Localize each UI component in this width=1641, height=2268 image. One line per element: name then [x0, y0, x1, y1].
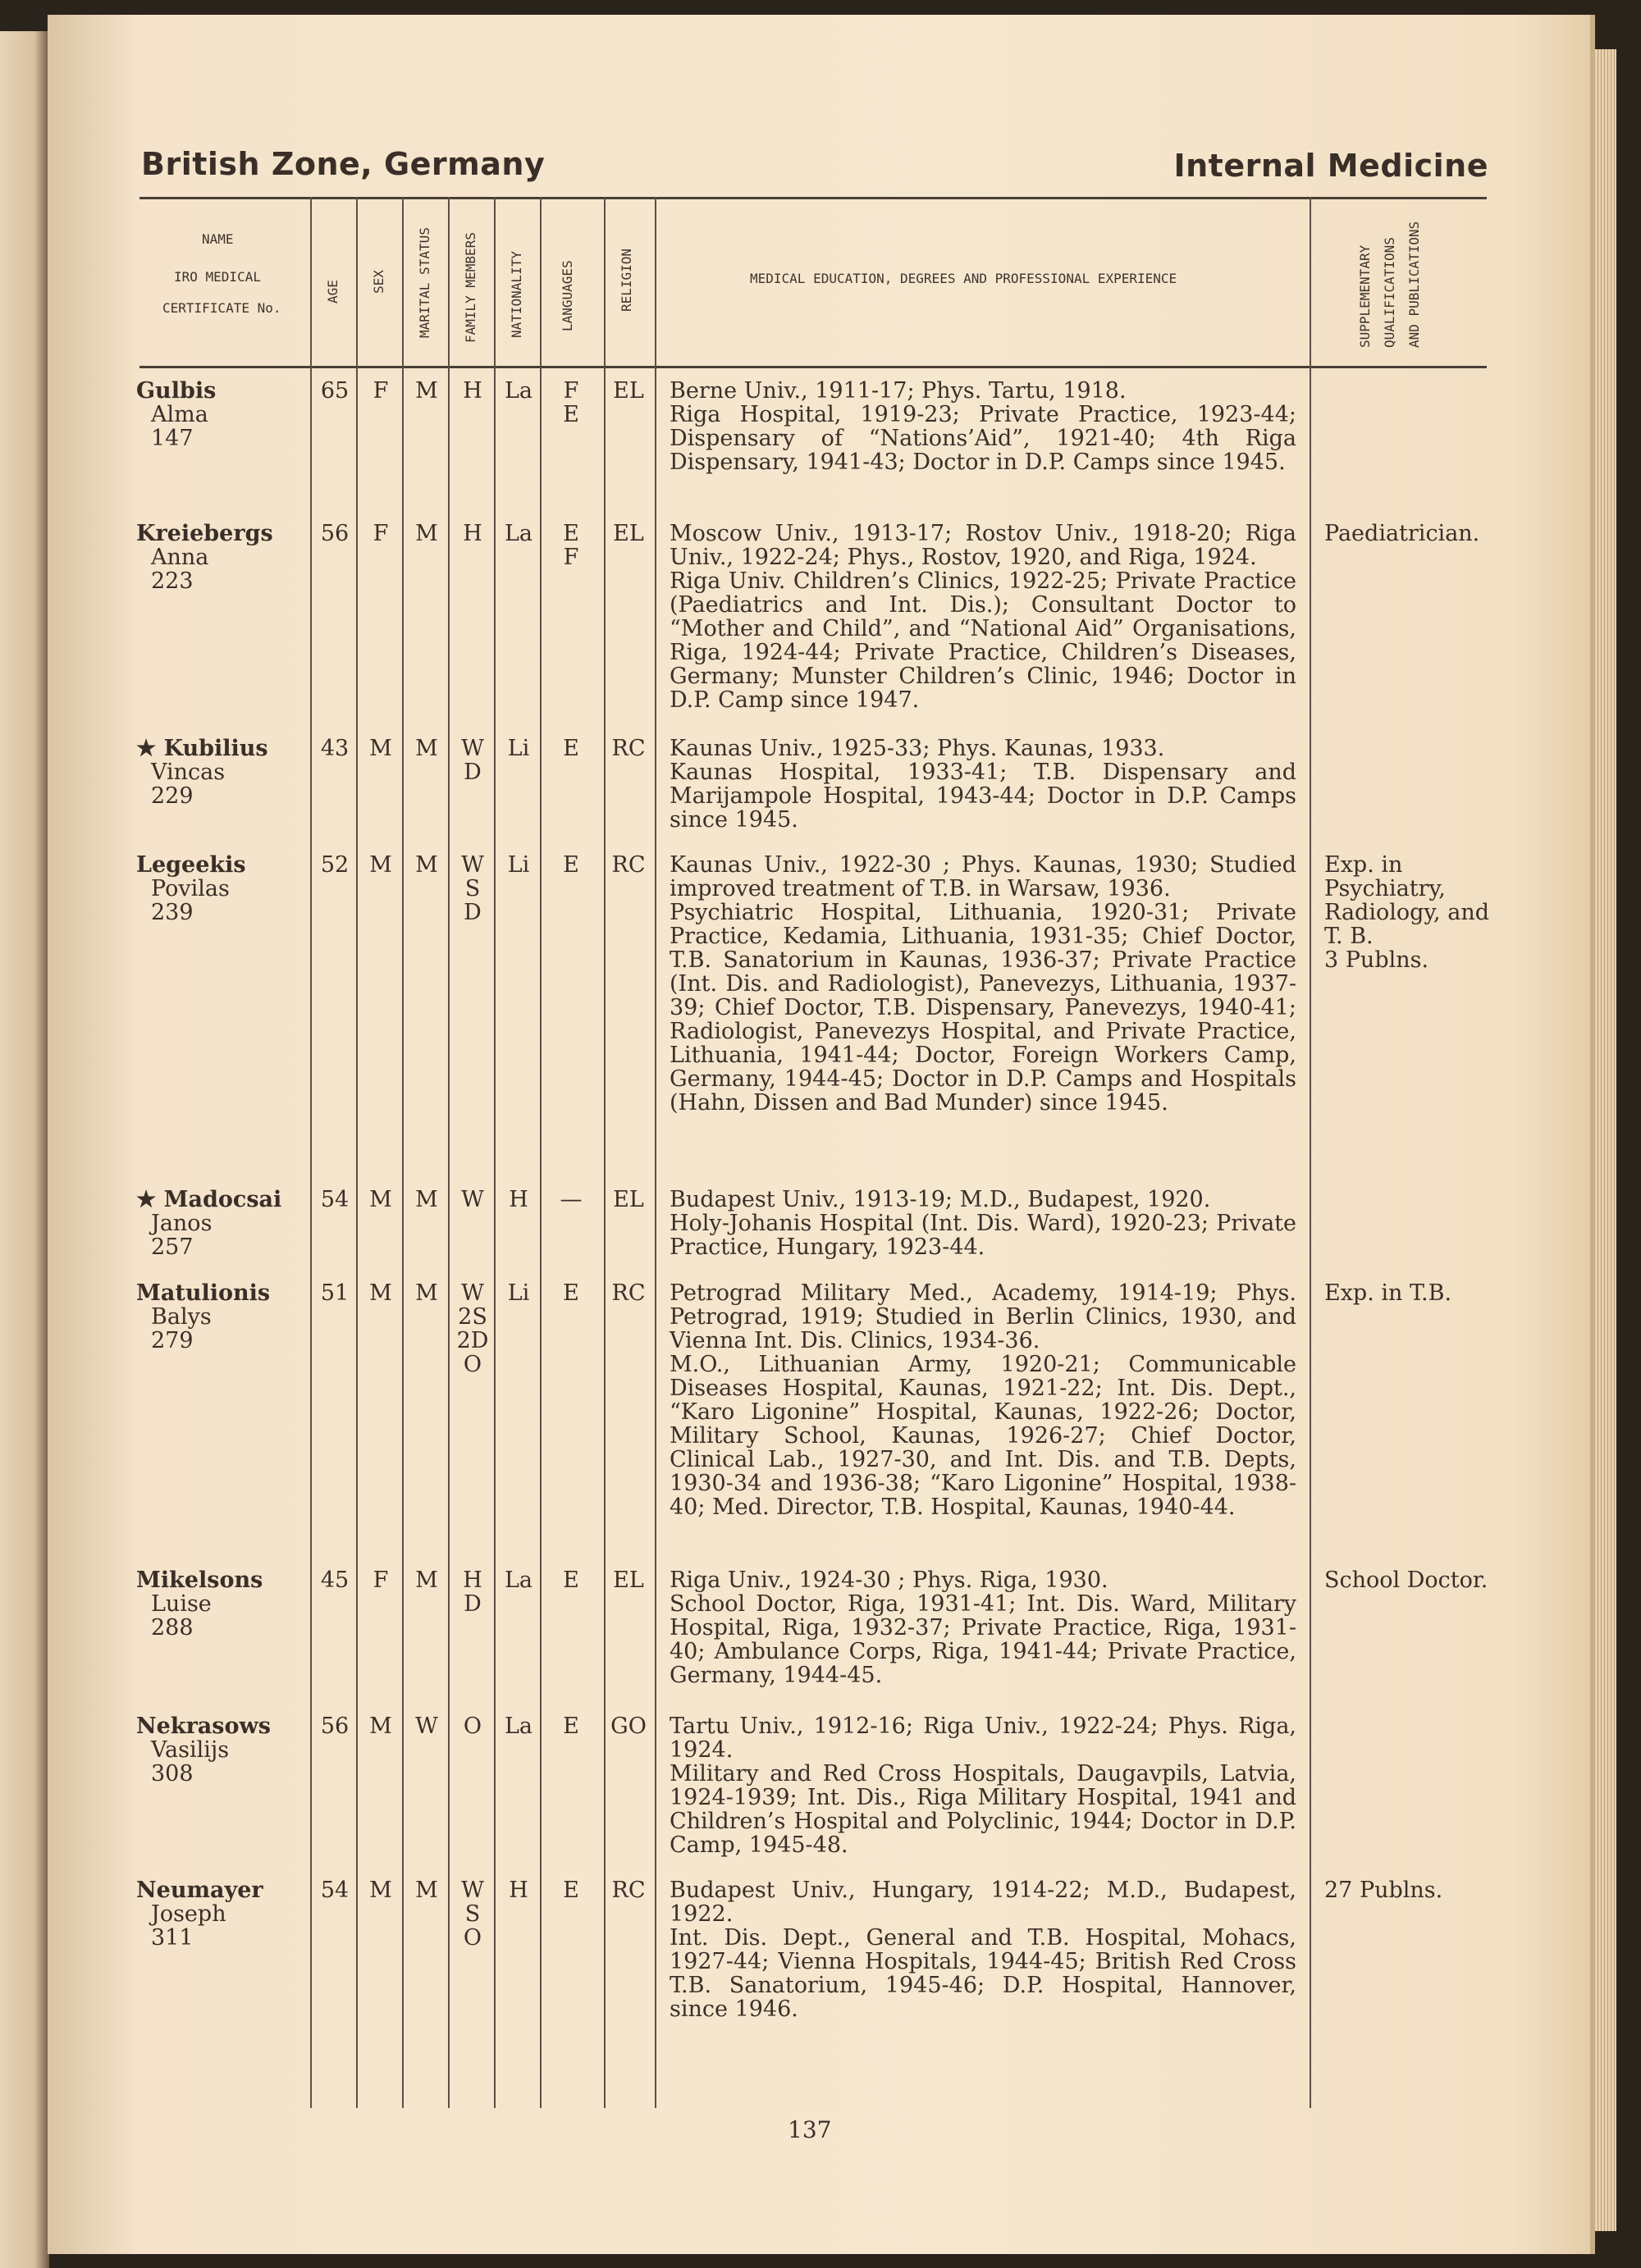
entry-supplementary: Exp. in T.B. [1324, 1280, 1452, 1306]
entry-surname: Madocsai [163, 1187, 282, 1212]
entry-education: Petrograd Military Med., Academy, 1914-19; Phys. Petrograd, 1919; Studied in Berlin Clinics, 1930, and Vienna Int. Dis. Clinics, 1934-36. M.O., Lithuanian Army, 1920-21; Communicable Diseases Hospital, Kaunas, 1921-22; Int. Dis. Dept., “Karo Ligonine” Hospital, Kaunas, 1922-26; Doctor, Military School, Kaunas, 1926-27; Chief Doctor, Clinical Lab., 1927-30, and Int. Dis. and T.B. Depts, 1930-34 and 1936-38; “Karo Ligonine” Hospital, 1938-40; Med. Director, T.B. Hospital, Kaunas, 1940-44. [670, 1280, 1296, 1520]
entry-languages: E [563, 1568, 579, 1593]
entry-nationality: La [504, 378, 533, 404]
column-divider [402, 197, 404, 2108]
column-divider [310, 197, 312, 2108]
entry-family: H [463, 521, 482, 546]
entry-languages: E [563, 1714, 579, 1739]
entry-sex: M [369, 1280, 392, 1306]
entry-religion: EL [613, 521, 644, 546]
running-head-right: Internal Medicine [1173, 148, 1488, 184]
entry-age: 54 [320, 1878, 350, 1903]
entry-education: Berne Univ., 1911-17; Phys. Tartu, 1918. Riga Hospital, 1919-23; Private Practice, 1923-44; Dispensary of “Nations’Aid”, 1921-40; 4th Riga Dispensary, 1941-43; Doctor in D.P. Camps since 1945. [670, 378, 1296, 475]
entry-religion: RC [611, 1280, 646, 1306]
entry-given-name: Joseph [151, 1901, 226, 1927]
entry-certificate-number: 239 [151, 900, 194, 925]
entry-supplementary: Exp. in Psychiatry, Radiology, and T. B. 3 Publns. [1324, 852, 1489, 973]
entry-given-name: Luise [151, 1591, 212, 1617]
entry-education: Budapest Univ., Hungary, 1914-22; M.D., Budapest, 1922. Int. Dis. Dept., General and T.B. Hospital, Mohacs, 1927-44; Vienna Hospitals, 1944-45; British Red Cross T.B. Sanatorium, 1945-46; D.P. Hospital, Hannover, since 1946. [670, 1878, 1296, 2022]
entry-family: W [461, 1187, 484, 1212]
running-head-left: British Zone, Germany [141, 146, 546, 182]
entry-sex: M [369, 736, 392, 761]
entry-certificate-number: 229 [151, 783, 194, 809]
entry-marital: M [415, 1568, 438, 1593]
entry-nationality: La [504, 521, 533, 546]
entry-certificate-number: 147 [151, 426, 194, 451]
entry-education: Kaunas Univ., 1925-33; Phys. Kaunas, 1933. Kaunas Hospital, 1933-41; T.B. Dispensary and Marijampole Hospital, 1943-44; Doctor in D.P. Camps since 1945. [670, 736, 1296, 833]
column-header-marital-status: MARITAL STATUS [417, 227, 432, 338]
entry-surname: Mikelsons [136, 1568, 263, 1593]
entry-name [136, 522, 309, 593]
entry-age: 54 [320, 1187, 350, 1212]
entry-languages: — [560, 1187, 583, 1212]
entry-surname: Matulionis [136, 1280, 271, 1306]
entry-nationality: La [504, 1568, 533, 1593]
entry-religion: GO [610, 1714, 647, 1739]
entry-surname: Nekrasows [136, 1714, 271, 1739]
entry-certificate-number: 223 [151, 568, 194, 594]
entry-religion: RC [611, 852, 646, 878]
entry-name [136, 379, 309, 450]
entry-family: W D [461, 736, 484, 785]
entry-education: Kaunas Univ., 1922-30 ; Phys. Kaunas, 1930; Studied improved treatment of T.B. in Warsaw, 1936. Psychiatric Hospital, Lithuania, 1920-31; Private Practice, Kedamia, Lithuania, 1931-35; Chief Doctor, T.B. Sanatorium in Kaunas, 1936-37; Private Practice (Int. Dis. and Radiologist), Panevezys, Lithuania, 1937-39; Chief Doctor, T.B. Dispensary, Panevezys, 1940-41; Radiologist, Panevezys Hospital, and Private Practice, Lithuania, 1941-44; Doctor, Foreign Workers Camp, Germany, 1944-45; Doctor in D.P. Camps and Hospitals (Hahn, Dissen and Bad Munder) since 1945. [670, 852, 1296, 1116]
entry-given-name: Balys [151, 1304, 212, 1330]
entry-nationality: Li [507, 1280, 530, 1306]
entry-certificate-number: 311 [151, 1925, 194, 1951]
entry-surname: Kubilius [163, 736, 268, 761]
header-top-rule [139, 197, 1487, 199]
entry-age: 56 [320, 1714, 350, 1739]
entry-family: W S D [461, 852, 484, 925]
entry-marital: M [415, 736, 438, 761]
entry-languages: E [563, 736, 579, 761]
entry-sex: M [369, 852, 392, 878]
entry-supplementary: 27 Publns. [1324, 1878, 1443, 1903]
entry-marital: M [415, 852, 438, 878]
column-divider [448, 197, 450, 2108]
entry-family: W 2S 2D O [456, 1280, 489, 1377]
entry-nationality: H [509, 1878, 528, 1903]
column-header-age: AGE [325, 280, 341, 303]
book-spread: British Zone, Germany Internal Medicine NAME IRO MEDICAL CERTIFICATE No. AGE SEX MARITAL STATUS FAMILY MEMBERS NATIONALITY LANGUAGES RELIGION MEDICAL EDUCATION, DEGREES AND PROFESSIONAL EXPERIENCE SUPPLEMENTARY QUALIFICATIONS AND PUBLICATIONS Gulbis Alma 147 65 F M H La F E EL Berne Univ., 1911-17; Phys. Tartu, 1918. Riga Hospital, 1919-23; Private Practice, 1923-44; Dispensary of “Nations’Aid”, 1921-40; 4th Riga Dispensary, 1941-43; Doctor in D.P. Camps since 1945. Kreiebergs Anna 223 56 F M H La E F EL Moscow Univ., 1913-17; Rostov Univ., 1918-20; Riga Univ., 1922-24; Phys., Rostov, 1920, and Riga, 1924. Riga Univ. Children’s Clinics, 1922-25; Private Practice (Paediatrics and Int. Dis.); Consultant Doctor to “Mother and Child”, and “National Aid” Organisations, Riga, 1924-44; Private Practice, Children’s Diseases, Germany; Munster Children’s Clinic, 1946; Doctor in D.P. Camp since 1947. Paediatrician. ★ Kubilius Vincas 229 43 M M W D Li E RC Kaunas Univ., 1925-33; Phys. Kaunas, 1933. Kaunas Hospital, 1933-41; T.B. Dispensary and Marijampole Hospital, 1943-44; Doctor in D.P. Camps since 1945. Legeekis Povilas 239 52 M M W S D Li E RC Kaunas Univ., 1922-30 ; Phys. Kaunas, 1930; Studied improved treatment of T.B. in Warsaw, 1936. Psychiatric Hospital, Lithuania, 1920-31; Private Practice, Kedamia, Lithuania, 1931-35; Chief Doctor, T.B. Sanatorium in Kaunas, 1936-37; Private Practice (Int. Dis. and Radiologist), Panevezys, Lithuania, 1937-39; Chief Doctor, T.B. Dispensary, Panevezys, 1940-41; Radiologist, Panevezys Hospital, and Private Practice, Lithuania, 1941-44; Doctor, Foreign Workers Camp, Germany, 1944-45; Doctor in D.P. Camps and Hospitals (Hahn, Dissen and Bad Munder) since 1945. Exp. in Psychiatry, Radiology, and T. B. 3 Publns. ★ Madocsai Janos 257 54 M M W H — EL Budapest Univ., 1913-19; M.D., Budapest, 1920. Holy-Johanis Hospital (Int. Dis. Ward), 1920-23; Private Practice, Hungary, 1923-44. Matulionis Balys 279 51 M M W 2S 2D O Li E RC Petrograd Military Med., Academy, 1914-19; Phys. Petrograd, 1919; Studied in Berlin Clinics, 1930, and Vienna Int. Dis. Clinics, 1934-36. M.O., Lithuanian Army, 1920-21; Communicable Diseases Hospital, Kaunas, 1921-22; Int. Dis. Dept., “Karo Ligonine” Hospital, Kaunas, 1922-26; Doctor, Military School, Kaunas, 1926-27; Chief Doctor, Clinical Lab., 1927-30, and Int. Dis. and T.B. Depts, 1930-34 and 1936-38; “Karo Ligonine” Hospital, 1938-40; Med. Director, T.B. Hospital, Kaunas, 1940-44. Exp. in T.B. Mikelsons Luise 288 45 F M H D La E EL Riga Univ., 1924-30 ; Phys. Riga, 1930. School Doctor, Riga, 1931-41; Int. Dis. Ward, Military Hospital, Riga, 1932-37; Private Practice, Riga, 1931-40; Ambulance Corps, Riga, 1941-44; Private Practice, Germany, 1944-45. School Doctor. Nekrasows Vasilijs 308 56 M W O La E GO Tartu Univ., 1912-16; Riga Univ., 1922-24; Phys. Riga, 1924. Military and Red Cross Hospitals, Daugavpils, Latvia, 1924-1939; Int. Dis., Riga Military Hospital, 1941 and Children’s Hospital and Polyclinic, 1944; Doctor in D.P. Camp, 1945-48. Neumayer Joseph 311 54 M M W S O H E RC Budapest Univ., Hungary, 1914-22; M.D., Budapest, 1922. Int. Dis. Dept., General and T.B. Hospital, Mohacs, 1927-44; Vienna Hospitals, 1944-45; British Red Cross T.B. Sanatorium, 1945-46; D.P. Hospital, Hannover, since 1946. 27 Publns. 137 [0, 0, 1641, 2268]
entry-name [136, 1714, 309, 1786]
entry-nationality: La [504, 1714, 533, 1739]
entry-family: W S O [461, 1878, 484, 1951]
entry-age: 43 [320, 736, 350, 761]
entry-name [136, 853, 309, 924]
entry-sex: F [373, 521, 389, 546]
entry-name [136, 737, 309, 808]
page-number: 137 [788, 2116, 832, 2143]
column-divider [655, 197, 656, 2108]
entry-religion: RC [611, 736, 646, 761]
entry-nationality: H [509, 1187, 528, 1212]
entry-supplementary: School Doctor. [1324, 1568, 1488, 1593]
entry-marital: M [415, 378, 438, 404]
entry-nationality: Li [507, 736, 530, 761]
entry-marital: M [415, 1187, 438, 1212]
entry-given-name: Vasilijs [151, 1737, 230, 1763]
entry-languages: E [563, 852, 579, 878]
entry-family: H D [463, 1568, 482, 1617]
star-icon: ★ [136, 736, 157, 761]
entry-certificate-number: 308 [151, 1761, 194, 1787]
header-bottom-rule [139, 366, 1487, 368]
entry-religion: EL [613, 1568, 644, 1593]
entry-sex: M [369, 1878, 392, 1903]
entry-sex: M [369, 1187, 392, 1212]
entry-age: 51 [320, 1280, 350, 1306]
entry-education: Tartu Univ., 1912-16; Riga Univ., 1922-24; Phys. Riga, 1924. Military and Red Cross Hospitals, Daugavpils, Latvia, 1924-1939; Int. Dis., Riga Military Hospital, 1941 and Children’s Hospital and Polyclinic, 1944; Doctor in D.P. Camp, 1945-48. [670, 1714, 1296, 1858]
entry-religion: EL [613, 1187, 644, 1212]
entry-languages: E [563, 1280, 579, 1306]
entry-family: H [463, 378, 482, 404]
column-header-languages: LANGUAGES [560, 260, 575, 331]
entry-age: 45 [320, 1568, 350, 1593]
column-header-family-members: FAMILY MEMBERS [463, 232, 478, 343]
entry-given-name: Povilas [151, 876, 230, 901]
entry-religion: EL [613, 378, 644, 404]
entry-given-name: Anna [151, 545, 209, 570]
entry-age: 65 [320, 378, 350, 404]
entry-marital: M [415, 1878, 438, 1903]
entry-supplementary: Paediatrician. [1324, 521, 1480, 546]
entry-education: Riga Univ., 1924-30 ; Phys. Riga, 1930. School Doctor, Riga, 1931-41; Int. Dis. Ward, Military Hospital, Riga, 1932-37; Private Practice, Riga, 1931-40; Ambulance Corps, Riga, 1941-44; Private Practice, Germany, 1944-45. [670, 1568, 1296, 1688]
entry-given-name: Janos [151, 1211, 213, 1236]
entry-languages: E F [563, 521, 579, 570]
entry-sex: F [373, 1568, 389, 1593]
entry-sex: M [369, 1714, 392, 1739]
entry-surname: Gulbis [136, 378, 217, 404]
entry-certificate-number: 279 [151, 1328, 194, 1353]
entry-religion: RC [611, 1878, 646, 1903]
entry-surname: Legeekis [136, 852, 246, 878]
entry-marital: M [415, 1280, 438, 1306]
entry-surname: Kreiebergs [136, 521, 273, 546]
page-stack-edge [1592, 49, 1616, 2231]
column-divider [540, 197, 542, 2108]
entry-age: 56 [320, 521, 350, 546]
entry-age: 52 [320, 852, 350, 878]
column-divider [356, 197, 358, 2108]
column-divider [604, 197, 606, 2108]
entry-given-name: Vincas [151, 760, 226, 785]
column-header-education: MEDICAL EDUCATION, DEGREES AND PROFESSIONAL EXPERIENCE [750, 271, 1177, 286]
facing-page-edge [0, 31, 49, 2268]
entry-marital: W [415, 1714, 438, 1739]
entry-certificate-number: 288 [151, 1615, 194, 1641]
entry-languages: E [563, 1878, 579, 1903]
column-header-nationality: NATIONALITY [509, 251, 524, 338]
entry-name [136, 1878, 309, 1950]
column-divider [1310, 197, 1311, 2108]
entry-languages: F E [563, 378, 579, 427]
entry-name [136, 1281, 309, 1353]
entry-name [136, 1188, 309, 1259]
entry-education: Moscow Univ., 1913-17; Rostov Univ., 1918-20; Riga Univ., 1922-24; Phys., Rostov, 1920, and Riga, 1924. Riga Univ. Children’s Clinics, 1922-25; Private Practice (Paediatrics and Int. Dis.); Consultant Doctor to “Mother and Child”, and “National Aid” Organisations, Riga, 1924-44; Private Practice, Children’s Diseases, Germany; Munster Children’s Clinic, 1946; Doctor in D.P. Camp since 1947. [670, 521, 1296, 713]
entry-nationality: Li [507, 852, 530, 878]
entry-certificate-number: 257 [151, 1234, 194, 1260]
star-icon: ★ [136, 1187, 157, 1212]
column-header-sex: SEX [371, 270, 386, 294]
entry-marital: M [415, 521, 438, 546]
column-divider [494, 197, 496, 2108]
entry-education: Budapest Univ., 1913-19; M.D., Budapest, 1920. Holy-Johanis Hospital (Int. Dis. Ward), 1920-23; Private Practice, Hungary, 1923-44. [670, 1187, 1296, 1260]
entry-surname: Neumayer [136, 1878, 263, 1903]
column-header-religion: RELIGION [619, 248, 634, 312]
entry-sex: F [373, 378, 389, 404]
entry-family: O [463, 1714, 482, 1739]
entry-given-name: Alma [151, 402, 208, 427]
entry-name [136, 1568, 309, 1640]
